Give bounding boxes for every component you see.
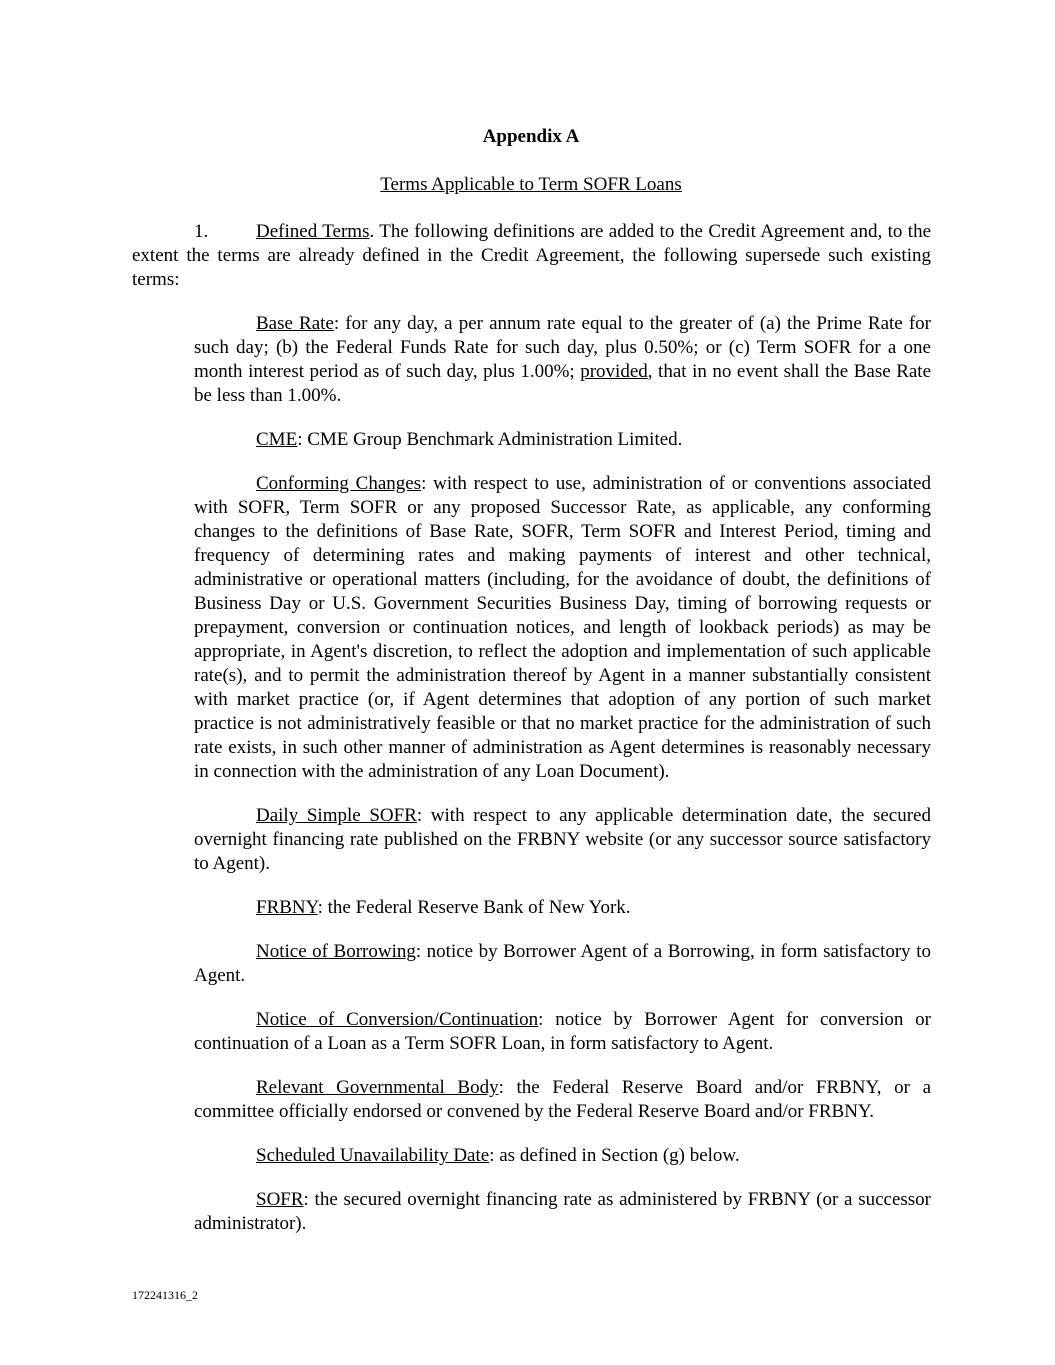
definition-text: : notice by Borrower Agent of a Borrowing, in form satisfactory to Agent.	[194, 941, 931, 986]
section-intro: . The following definitions are added to the Credit Agreement and, to the extent the terms are already defined in the Credit Agreement, the following supersede such existing terms:	[132, 221, 932, 290]
definition-scheduled-unavailability-date	[194, 1144, 931, 1168]
definitions-list	[194, 312, 931, 1256]
definition-notice-of-borrowing	[194, 940, 931, 988]
definition-conforming-changes	[194, 472, 931, 784]
section-number: 1.	[194, 221, 209, 242]
appendix-subtitle: Terms Applicable to Term SOFR Loans	[380, 174, 682, 195]
definition-text-after: , that in no event shall the Base Rate be less than 1.00%.	[194, 361, 932, 406]
definition-term: Conforming Changes	[256, 473, 422, 494]
document-id-footer: 172241316_2	[132, 1288, 198, 1302]
appendix-title: Appendix A	[482, 126, 580, 147]
definition-text: : CME Group Benchmark Administration Limited.	[297, 429, 683, 450]
definition-base-rate	[194, 312, 931, 408]
definition-text: : with respect to any applicable determination date, the secured overnight financing rate published on the FRBNY website (or any successor source satisfactory to Agent).	[194, 805, 931, 874]
definition-text: : the Federal Reserve Bank of New York.	[317, 897, 631, 918]
provided-term: provided	[580, 361, 648, 382]
definition-text: : for any day, a per annum rate equal to the greater of (a) the Prime Rate for such day; (b) the Federal Funds Rate for such day, plus 0.50%; or (c) Term SOFR for a one month interest period as of such day, plus 1.00%;	[194, 313, 931, 382]
section-heading: Defined Terms	[256, 221, 370, 242]
definition-text: : with respect to use, administration of or conventions associated with SOFR, Term SOFR or any proposed Successor Rate, as applicable, any conforming changes to the definitions of Base Rate, SOFR, Term SOFR and Interest Period, timing and frequency of determining rates and making payments of interest and other technical, administrative or operational matters (including, for the avoidance of doubt, the definitions of Business Day or U.S. Government Securities Business Day, timing of borrowing requests or prepayment, conversion or continuation notices, and length of lookback periods) as may be appropriate, in Agent's discretion, to reflect the adoption and implementation of such applicable rate(s), and to permit the administration thereof by Agent in a manner substantially consistent with market practice (or, if Agent determines that adoption of any portion of such market practice is not administratively feasible or that no market practice for the administration of such rate exists, in such other manner of administration as Agent determines is reasonably necessary in connection with the administration of any Loan Document).	[194, 473, 931, 782]
definition-text: : the Federal Reserve Board and/or FRBNY, or a committee officially endorsed or convened by the Federal Reserve Board and/or FRBNY.	[194, 1077, 932, 1122]
definition-relevant-governmental-body	[194, 1076, 931, 1124]
definition-term: Relevant Governmental Body	[256, 1077, 499, 1098]
definition-term: Base Rate	[256, 313, 334, 334]
definition-term: SOFR	[256, 1189, 304, 1210]
definition-notice-of-conversion	[194, 1008, 931, 1056]
definition-frbny	[194, 896, 931, 920]
definition-term: Daily Simple SOFR	[256, 805, 417, 826]
definition-text: : the secured overnight financing rate as administered by FRBNY (or a successor administrator).	[194, 1189, 931, 1234]
definition-term: FRBNY	[256, 897, 318, 918]
definition-daily-simple-sofr	[194, 804, 931, 876]
section-1-defined-terms	[132, 220, 931, 292]
definition-term: Notice of Borrowing	[256, 941, 416, 962]
definition-cme	[194, 428, 931, 452]
definition-text: : as defined in Section (g) below.	[489, 1145, 740, 1166]
definition-term: Notice of Conversion/Continuation	[256, 1009, 539, 1030]
definition-sofr	[194, 1188, 931, 1236]
definition-text: : notice by Borrower Agent for conversion or continuation of a Loan as a Term SOFR Loan, in form satisfactory to Agent.	[194, 1009, 931, 1054]
definition-term: CME	[256, 429, 298, 450]
definition-term: Scheduled Unavailability Date	[256, 1145, 490, 1166]
